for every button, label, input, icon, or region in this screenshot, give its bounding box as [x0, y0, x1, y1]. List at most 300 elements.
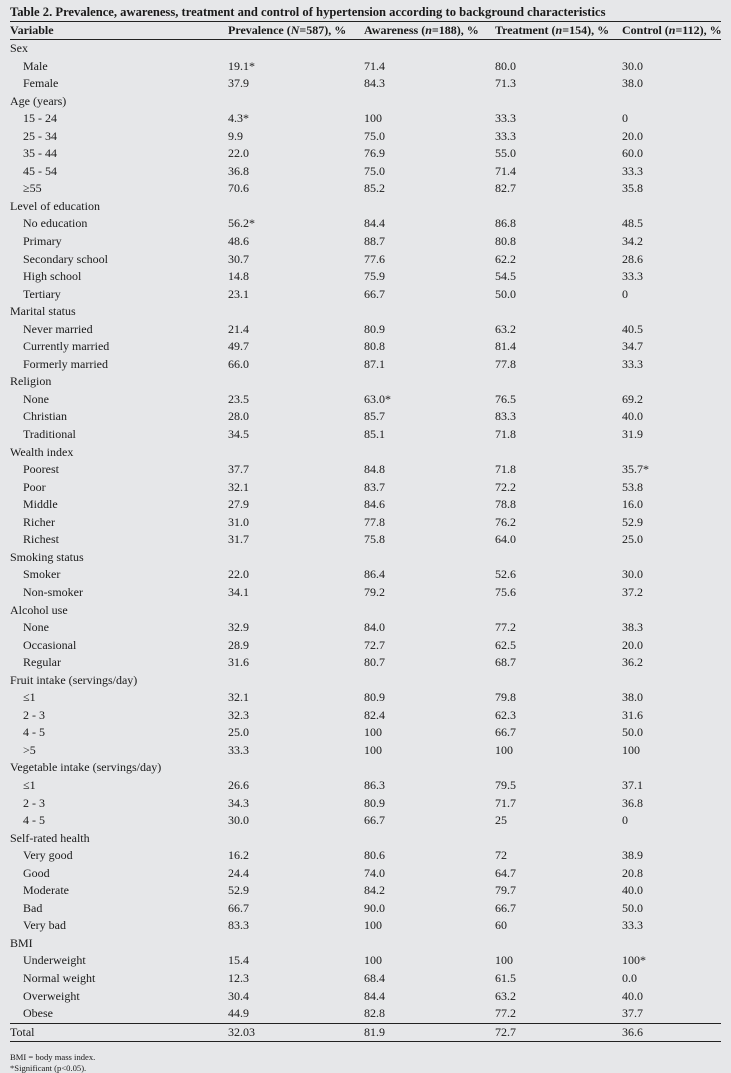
treatment-cell: 62.3 — [495, 707, 516, 722]
table-row — [10, 865, 721, 883]
prevalence-cell: 36.8 — [228, 163, 249, 178]
prevalence-cell: 14.8 — [228, 269, 249, 284]
header-prevalence-post: =587), % — [299, 23, 347, 37]
control-cell: 48.5 — [622, 216, 643, 231]
treatment-cell: 33.3 — [495, 111, 516, 126]
table-row — [10, 584, 721, 602]
prevalence-cell: 37.7 — [228, 462, 249, 477]
header-awareness-pre: Awareness ( — [364, 23, 426, 37]
group-label: Level of education — [10, 198, 100, 213]
awareness-cell: 84.3 — [364, 76, 385, 91]
table-row — [10, 882, 721, 900]
row-label: ≥55 — [23, 181, 42, 196]
treatment-cell: 71.4 — [495, 163, 516, 178]
group-label: Religion — [10, 374, 52, 389]
table-row — [10, 707, 721, 725]
control-cell: 30.0 — [622, 58, 643, 73]
table-row — [10, 128, 721, 146]
row-label: Female — [23, 76, 59, 91]
table-row — [10, 268, 721, 286]
treatment-cell: 79.7 — [495, 883, 516, 898]
header-prevalence — [228, 22, 364, 40]
treatment-cell: 100 — [495, 953, 513, 968]
awareness-cell: 85.1 — [364, 427, 385, 442]
control-cell: 28.6 — [622, 251, 643, 266]
awareness-cell: 71.4 — [364, 58, 385, 73]
awareness-cell: 84.0 — [364, 620, 385, 635]
awareness-cell: 68.4 — [364, 970, 385, 985]
table-row — [10, 619, 721, 637]
row-label: 45 - 54 — [23, 163, 57, 178]
awareness-cell: 80.9 — [364, 690, 385, 705]
treatment-cell: 79.5 — [495, 777, 516, 792]
awareness-cell: 77.6 — [364, 251, 385, 266]
control-cell: 33.3 — [622, 163, 643, 178]
table-row — [10, 917, 721, 935]
row-label: 4 - 5 — [23, 813, 45, 828]
group-label: BMI — [10, 935, 33, 950]
table-row — [10, 654, 721, 672]
header-awareness-post: =188), % — [431, 23, 479, 37]
table-row — [10, 110, 721, 128]
prevalence-cell: 66.7 — [228, 900, 249, 915]
control-cell: 35.8 — [622, 181, 643, 196]
treatment-cell: 77.2 — [495, 620, 516, 635]
table-row — [10, 479, 721, 497]
table-row — [10, 75, 721, 93]
awareness-cell: 66.7 — [364, 813, 385, 828]
control-cell: 34.7 — [622, 339, 643, 354]
prevalence-cell: 70.6 — [228, 181, 249, 196]
header-control-pre: Control ( — [622, 23, 669, 37]
awareness-cell: 81.9 — [364, 1023, 495, 1042]
prevalence-cell: 44.9 — [228, 1006, 249, 1021]
control-cell: 20.8 — [622, 865, 643, 880]
table-row — [10, 496, 721, 514]
prevalence-cell: 34.5 — [228, 427, 249, 442]
treatment-cell: 80.0 — [495, 58, 516, 73]
control-cell: 0.0 — [622, 970, 637, 985]
awareness-cell: 79.2 — [364, 584, 385, 599]
table-row — [10, 145, 721, 163]
table-row — [10, 251, 721, 269]
awareness-cell: 75.0 — [364, 128, 385, 143]
table-row — [10, 321, 721, 339]
prevalence-cell: 28.9 — [228, 637, 249, 652]
group-label: Alcohol use — [10, 602, 68, 617]
header-treatment — [495, 22, 622, 40]
table-row — [10, 514, 721, 532]
awareness-cell: 82.8 — [364, 1006, 385, 1021]
group-header-row — [10, 935, 721, 953]
awareness-cell: 80.9 — [364, 321, 385, 336]
table-row — [10, 338, 721, 356]
awareness-cell: 75.8 — [364, 532, 385, 547]
row-label: Male — [23, 58, 48, 73]
row-label: Primary — [23, 234, 62, 249]
row-label: 15 - 24 — [23, 111, 57, 126]
row-label: Non-smoker — [23, 584, 83, 599]
treatment-cell: 72 — [495, 848, 507, 863]
treatment-cell: 54.5 — [495, 269, 516, 284]
control-cell: 38.0 — [622, 76, 643, 91]
treatment-cell: 80.8 — [495, 234, 516, 249]
row-label: Obese — [23, 1006, 53, 1021]
table-row — [10, 461, 721, 479]
row-label: Christian — [23, 409, 67, 424]
awareness-cell: 100 — [364, 725, 382, 740]
group-label: Smoking status — [10, 549, 84, 564]
control-cell: 35.7* — [622, 462, 649, 477]
awareness-cell: 87.1 — [364, 356, 385, 371]
header-treatment-pre: Treatment ( — [495, 23, 556, 37]
prevalence-cell: 24.4 — [228, 865, 249, 880]
control-cell: 60.0 — [622, 146, 643, 161]
row-label: 25 - 34 — [23, 128, 57, 143]
table-body — [10, 40, 721, 1042]
awareness-cell: 84.6 — [364, 497, 385, 512]
row-label: Traditional — [23, 427, 76, 442]
table-row — [10, 970, 721, 988]
prevalence-cell: 19.1* — [228, 58, 255, 73]
treatment-cell: 62.2 — [495, 251, 516, 266]
control-cell: 33.3 — [622, 269, 643, 284]
group-header-row — [10, 93, 721, 111]
awareness-cell: 82.4 — [364, 707, 385, 722]
row-label: Regular — [23, 655, 61, 670]
control-cell: 100* — [622, 953, 646, 968]
row-label: Secondary school — [23, 251, 108, 266]
treatment-cell: 76.2 — [495, 514, 516, 529]
header-awareness-n: n — [425, 23, 432, 37]
prevalence-cell: 27.9 — [228, 497, 249, 512]
control-cell: 36.2 — [622, 655, 643, 670]
row-label: Never married — [23, 321, 93, 336]
row-label: Overweight — [23, 988, 80, 1003]
row-label: High school — [23, 269, 82, 284]
treatment-cell: 82.7 — [495, 181, 516, 196]
row-label: Smoker — [23, 567, 61, 582]
treatment-cell: 63.2 — [495, 988, 516, 1003]
treatment-cell: 25 — [495, 813, 507, 828]
control-cell: 16.0 — [622, 497, 643, 512]
table-row — [10, 795, 721, 813]
control-cell: 31.6 — [622, 707, 643, 722]
row-label: Occasional — [23, 637, 77, 652]
control-cell: 69.2 — [622, 391, 643, 406]
prevalence-cell: 32.3 — [228, 707, 249, 722]
table-row — [10, 408, 721, 426]
treatment-cell: 72.2 — [495, 479, 516, 494]
treatment-cell: 71.8 — [495, 427, 516, 442]
table-row — [10, 637, 721, 655]
prevalence-cell: 37.9 — [228, 76, 249, 91]
header-awareness — [364, 22, 495, 40]
prevalence-cell: 21.4 — [228, 321, 249, 336]
treatment-cell: 68.7 — [495, 655, 516, 670]
prevalence-cell: 48.6 — [228, 234, 249, 249]
prevalence-cell: 25.0 — [228, 725, 249, 740]
prevalence-cell: 16.2 — [228, 848, 249, 863]
table-row — [10, 742, 721, 760]
control-cell: 100 — [622, 742, 640, 757]
group-label: Self-rated health — [10, 830, 90, 845]
row-label: Poor — [23, 479, 46, 494]
awareness-cell: 100 — [364, 111, 382, 126]
awareness-cell: 84.8 — [364, 462, 385, 477]
table-row — [10, 356, 721, 374]
row-label: Good — [23, 865, 50, 880]
control-cell: 53.8 — [622, 479, 643, 494]
row-label: ≤1 — [23, 690, 36, 705]
prevalence-cell: 26.6 — [228, 777, 249, 792]
treatment-cell: 64.0 — [495, 532, 516, 547]
awareness-cell: 74.0 — [364, 865, 385, 880]
row-label: Very good — [23, 848, 73, 863]
prevalence-cell: 34.3 — [228, 795, 249, 810]
row-label: Total — [10, 1023, 228, 1042]
row-label: Richer — [23, 514, 55, 529]
row-label: Poorest — [23, 462, 59, 477]
treatment-cell: 100 — [495, 742, 513, 757]
control-cell: 36.6 — [622, 1023, 721, 1042]
control-cell: 0 — [622, 286, 628, 301]
group-label: Marital status — [10, 304, 76, 319]
treatment-cell: 60 — [495, 918, 507, 933]
table-row — [10, 233, 721, 251]
table-row — [10, 689, 721, 707]
awareness-cell: 76.9 — [364, 146, 385, 161]
control-cell: 0 — [622, 111, 628, 126]
treatment-cell: 81.4 — [495, 339, 516, 354]
row-label: 2 - 3 — [23, 795, 45, 810]
prevalence-cell: 32.1 — [228, 479, 249, 494]
control-cell: 36.8 — [622, 795, 643, 810]
prevalence-cell: 66.0 — [228, 356, 249, 371]
row-label: 2 - 3 — [23, 707, 45, 722]
group-header-row — [10, 444, 721, 462]
hypertension-table — [10, 22, 721, 1042]
table-row — [10, 724, 721, 742]
header-row — [10, 22, 721, 40]
treatment-cell: 71.7 — [495, 795, 516, 810]
control-cell: 38.9 — [622, 848, 643, 863]
treatment-cell: 77.2 — [495, 1006, 516, 1021]
prevalence-cell: 31.7 — [228, 532, 249, 547]
awareness-cell: 75.9 — [364, 269, 385, 284]
row-label: Underweight — [23, 953, 86, 968]
prevalence-cell: 52.9 — [228, 883, 249, 898]
control-cell: 38.3 — [622, 620, 643, 635]
treatment-cell: 62.5 — [495, 637, 516, 652]
awareness-cell: 83.7 — [364, 479, 385, 494]
row-label: No education — [23, 216, 88, 231]
row-label: Currently married — [23, 339, 110, 354]
row-label: 4 - 5 — [23, 725, 45, 740]
awareness-cell: 86.4 — [364, 567, 385, 582]
treatment-cell: 61.5 — [495, 970, 516, 985]
row-label: >5 — [23, 742, 36, 757]
treatment-cell: 33.3 — [495, 128, 516, 143]
control-cell: 30.0 — [622, 567, 643, 582]
header-treatment-n: n — [555, 23, 563, 37]
header-variable: Variable — [10, 23, 54, 37]
table-row — [10, 847, 721, 865]
header-prevalence-pre: Prevalence ( — [228, 23, 291, 37]
awareness-cell: 100 — [364, 742, 382, 757]
prevalence-cell: 23.5 — [228, 391, 249, 406]
group-header-row — [10, 759, 721, 777]
group-header-row — [10, 672, 721, 690]
group-header-row — [10, 40, 721, 58]
prevalence-cell: 9.9 — [228, 128, 243, 143]
treatment-cell: 52.6 — [495, 567, 516, 582]
control-cell: 50.0 — [622, 900, 643, 915]
awareness-cell: 100 — [364, 953, 382, 968]
group-header-row — [10, 830, 721, 848]
row-label: Bad — [23, 900, 43, 915]
treatment-cell: 71.8 — [495, 462, 516, 477]
row-label: 35 - 44 — [23, 146, 57, 161]
control-cell: 40.0 — [622, 883, 643, 898]
treatment-cell: 66.7 — [495, 900, 516, 915]
row-label: Very bad — [23, 918, 66, 933]
awareness-cell: 86.3 — [364, 777, 385, 792]
control-cell: 40.0 — [622, 409, 643, 424]
control-cell: 40.5 — [622, 321, 643, 336]
treatment-cell: 66.7 — [495, 725, 516, 740]
table-row — [10, 952, 721, 970]
group-header-row — [10, 602, 721, 620]
group-label: Vegetable intake (servings/day) — [10, 760, 162, 775]
treatment-cell: 75.6 — [495, 584, 516, 599]
treatment-cell: 79.8 — [495, 690, 516, 705]
awareness-cell: 84.4 — [364, 988, 385, 1003]
awareness-cell: 90.0 — [364, 900, 385, 915]
row-label: None — [23, 620, 49, 635]
table-title: Table 2. Prevalence, awareness, treatment and control of hypertension according to background characteristics — [10, 5, 606, 19]
header-prevalence-n: N — [290, 23, 300, 37]
prevalence-cell: 28.0 — [228, 409, 249, 424]
awareness-cell: 100 — [364, 918, 382, 933]
prevalence-cell: 32.9 — [228, 620, 249, 635]
treatment-cell: 55.0 — [495, 146, 516, 161]
awareness-cell: 85.7 — [364, 409, 385, 424]
header-control-n: n — [668, 23, 676, 37]
awareness-cell: 84.2 — [364, 883, 385, 898]
table-row — [10, 566, 721, 584]
prevalence-cell: 49.7 — [228, 339, 249, 354]
prevalence-cell: 34.1 — [228, 584, 249, 599]
control-cell: 33.3 — [622, 918, 643, 933]
row-label: Richest — [23, 532, 59, 547]
prevalence-cell: 31.0 — [228, 514, 249, 529]
group-label: Wealth index — [10, 444, 74, 459]
treatment-cell: 71.3 — [495, 76, 516, 91]
table-row — [10, 180, 721, 198]
row-label: Tertiary — [23, 286, 61, 301]
awareness-cell: 80.9 — [364, 795, 385, 810]
table-row — [10, 58, 721, 76]
group-label: Sex — [10, 41, 28, 55]
row-label: Formerly married — [23, 356, 108, 371]
row-label: ≤1 — [23, 777, 36, 792]
row-label: None — [23, 391, 49, 406]
awareness-cell: 75.0 — [364, 163, 385, 178]
control-cell: 37.1 — [622, 777, 643, 792]
group-label: Fruit intake (servings/day) — [10, 672, 138, 687]
row-label: Moderate — [23, 883, 69, 898]
awareness-cell: 88.7 — [364, 234, 385, 249]
table-row — [10, 215, 721, 233]
treatment-cell: 83.3 — [495, 409, 516, 424]
treatment-cell: 77.8 — [495, 356, 516, 371]
control-cell: 34.2 — [622, 234, 643, 249]
control-cell: 52.9 — [622, 514, 643, 529]
group-header-row — [10, 303, 721, 321]
awareness-cell: 85.2 — [364, 181, 385, 196]
control-cell: 20.0 — [622, 637, 643, 652]
group-label: Age (years) — [10, 93, 67, 108]
table-row — [10, 1005, 721, 1023]
prevalence-cell: 33.3 — [228, 742, 249, 757]
table-row — [10, 900, 721, 918]
table-row — [10, 426, 721, 444]
treatment-cell: 78.8 — [495, 497, 516, 512]
control-cell: 37.2 — [622, 584, 643, 599]
footnote-bmi: BMI = body mass index. — [10, 1052, 96, 1063]
group-header-row — [10, 198, 721, 216]
prevalence-cell: 22.0 — [228, 146, 249, 161]
awareness-cell: 80.6 — [364, 848, 385, 863]
prevalence-cell: 12.3 — [228, 970, 249, 985]
header-control — [622, 22, 721, 40]
prevalence-cell: 30.0 — [228, 813, 249, 828]
prevalence-cell: 22.0 — [228, 567, 249, 582]
prevalence-cell: 30.7 — [228, 251, 249, 266]
table-row — [10, 163, 721, 181]
row-label: Middle — [23, 497, 58, 512]
table-row — [10, 812, 721, 830]
prevalence-cell: 32.03 — [228, 1023, 364, 1042]
control-cell: 37.7 — [622, 1006, 643, 1021]
control-cell: 31.9 — [622, 427, 643, 442]
treatment-cell: 72.7 — [495, 1023, 622, 1042]
prevalence-cell: 4.3* — [228, 111, 249, 126]
table-row — [10, 286, 721, 304]
prevalence-cell: 30.4 — [228, 988, 249, 1003]
awareness-cell: 84.4 — [364, 216, 385, 231]
awareness-cell: 63.0* — [364, 391, 391, 406]
treatment-cell: 76.5 — [495, 391, 516, 406]
footnotes — [10, 1052, 721, 1073]
awareness-cell: 72.7 — [364, 637, 385, 652]
control-cell: 20.0 — [622, 128, 643, 143]
table-row — [10, 777, 721, 795]
treatment-cell: 63.2 — [495, 321, 516, 336]
treatment-cell: 64.7 — [495, 865, 516, 880]
prevalence-cell: 23.1 — [228, 286, 249, 301]
control-cell: 25.0 — [622, 532, 643, 547]
row-label: Normal weight — [23, 970, 96, 985]
total-row — [10, 1023, 721, 1042]
prevalence-cell: 83.3 — [228, 918, 249, 933]
control-cell: 33.3 — [622, 356, 643, 371]
awareness-cell: 66.7 — [364, 286, 385, 301]
awareness-cell: 77.8 — [364, 514, 385, 529]
table-row — [10, 391, 721, 409]
prevalence-cell: 32.1 — [228, 690, 249, 705]
